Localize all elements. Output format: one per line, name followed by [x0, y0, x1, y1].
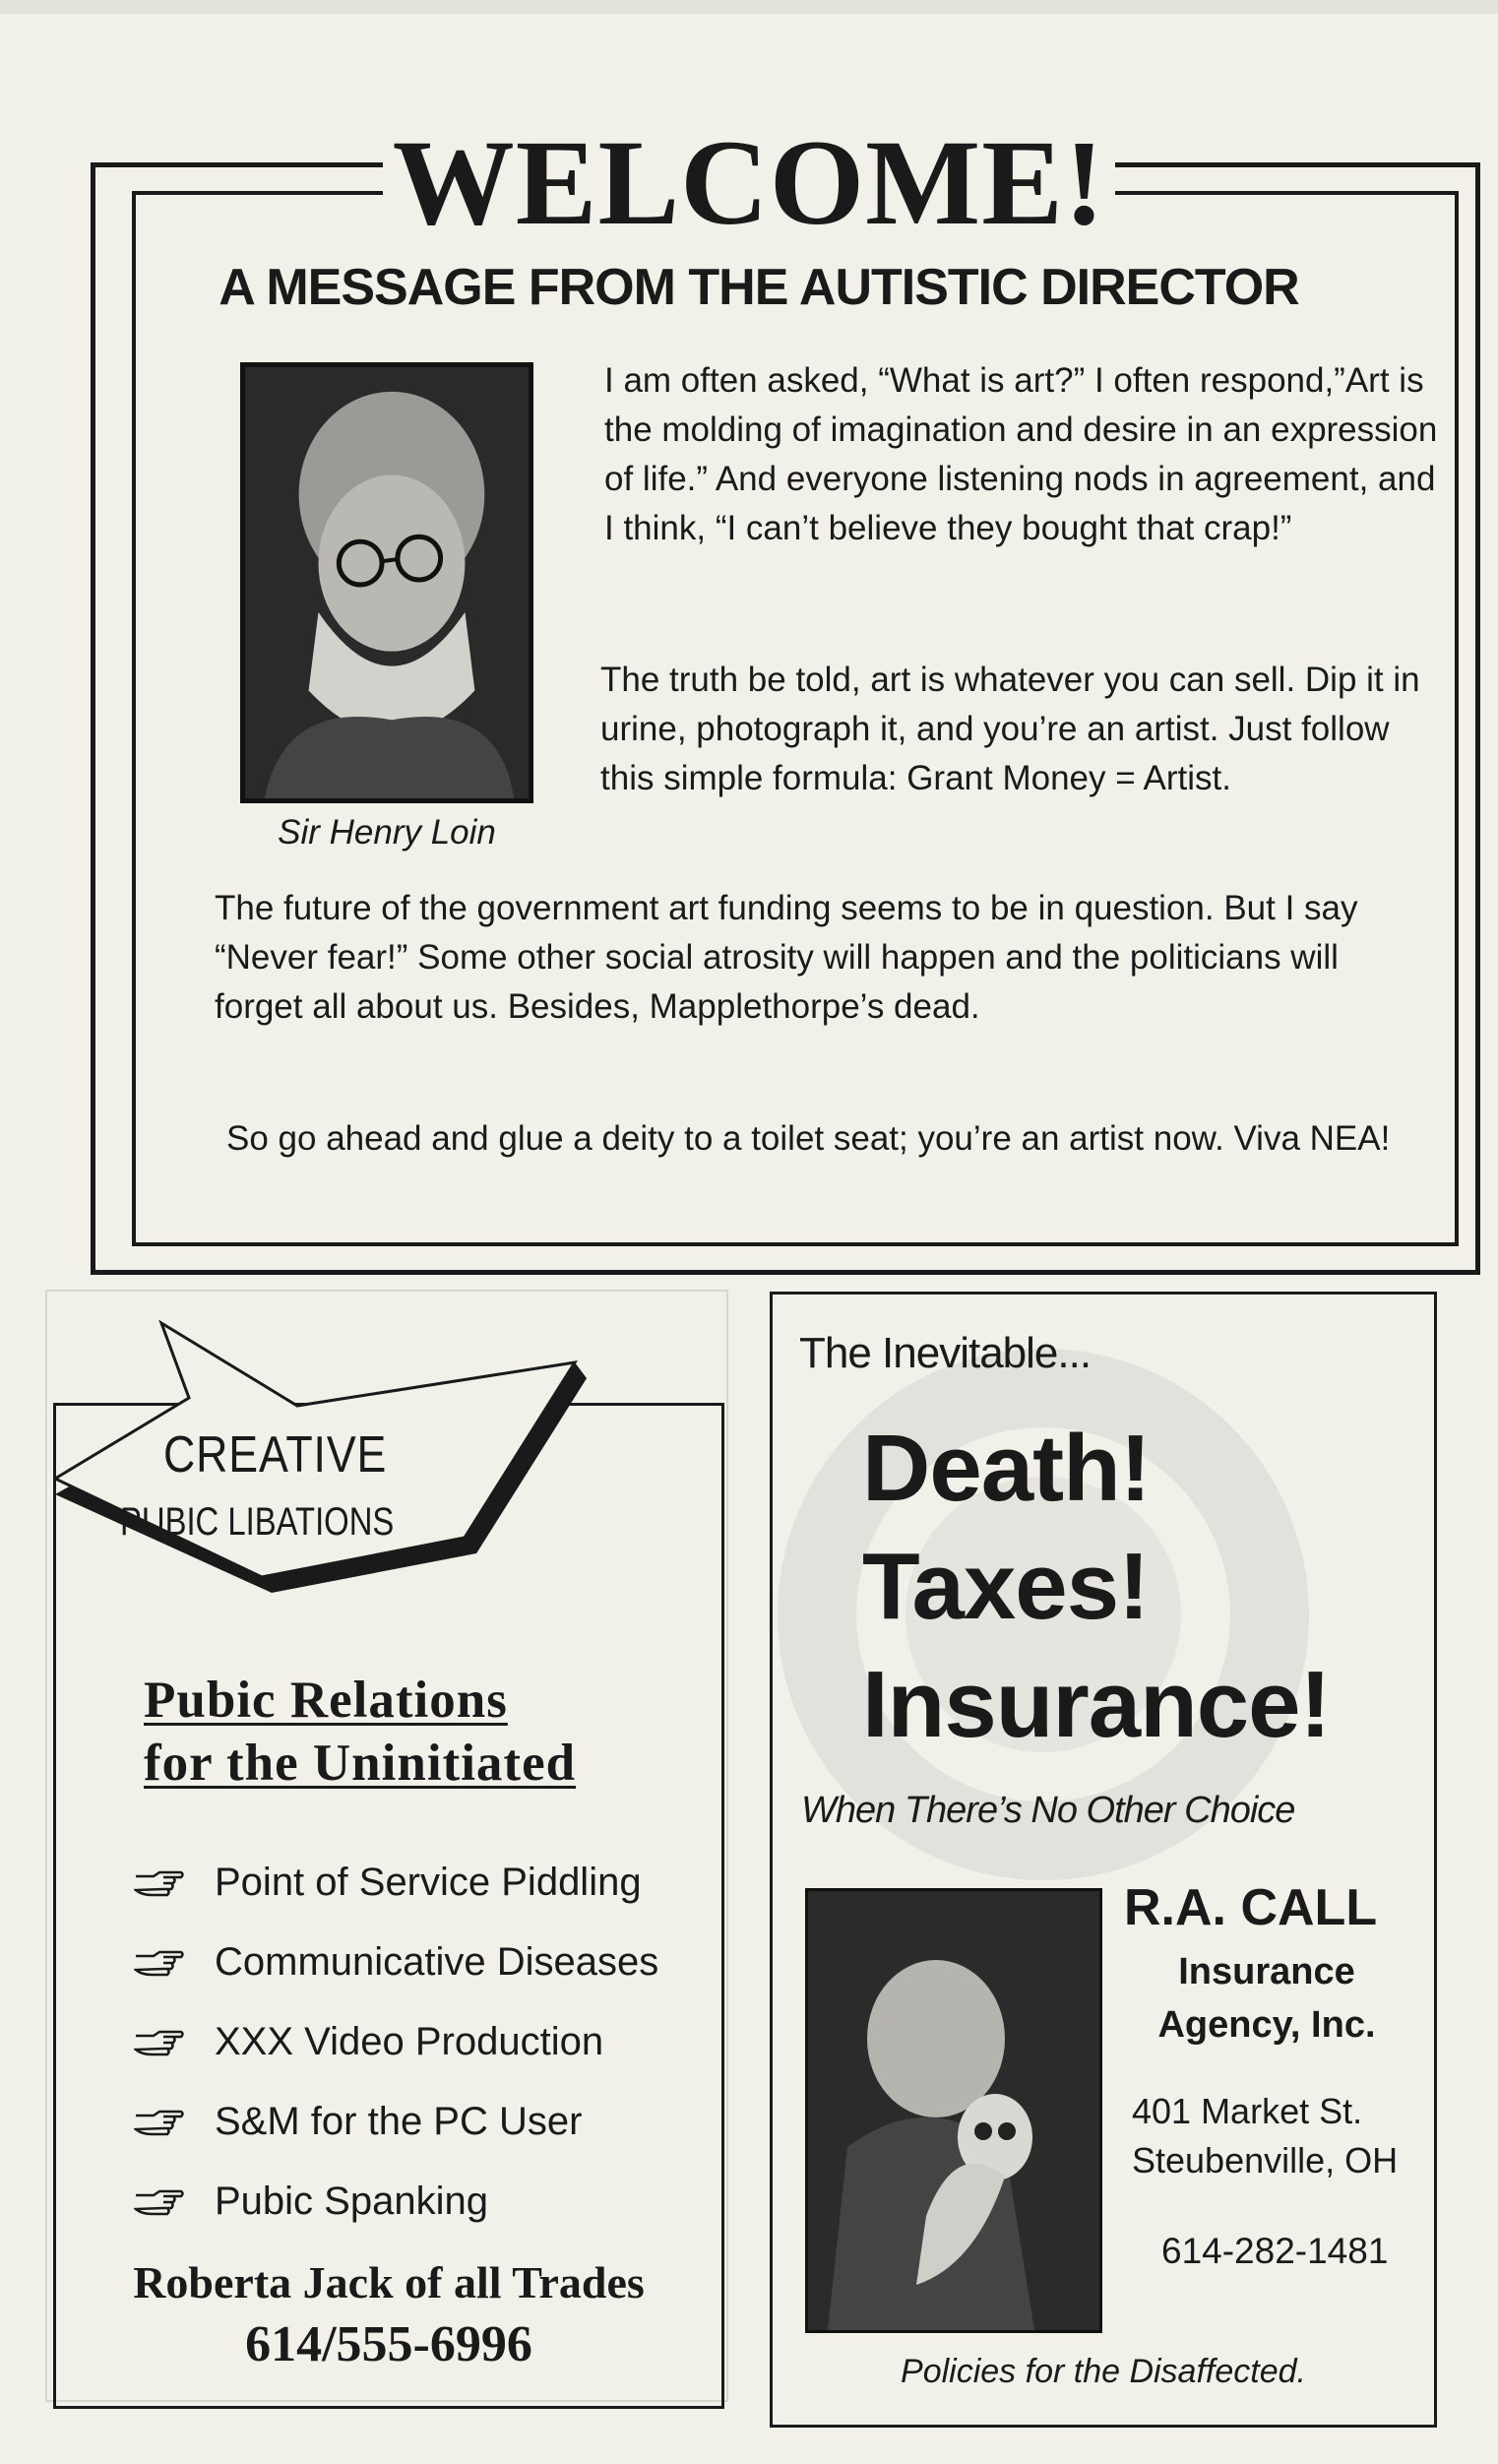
right-ad-slogan: Policies for the Disaffected.: [901, 2353, 1306, 2390]
pointing-hand-icon: [134, 1948, 185, 1978]
services-list: [134, 1843, 658, 2242]
right-ad-tagline: When There’s No Other Choice: [801, 1790, 1295, 1831]
service-label: Point of Service Piddling: [215, 1861, 642, 1904]
list-item: [134, 1923, 658, 2002]
right-ad-intro: The Inevitable...: [799, 1329, 1092, 1377]
welcome-paragraph-1: I am often asked, “What is art?” I often respond,”Art is the molding of imagination and desire in an expression of life.” And everyone listening nods in agreement, and I think, “I can’t believe they bought that crap!”: [604, 361, 1438, 547]
list-item: [134, 2162, 658, 2242]
company-line-insurance: Insurance: [1178, 1951, 1355, 1992]
company-subtitle: [1124, 1945, 1409, 2052]
agent-photo: [805, 1888, 1102, 2333]
left-ad-heading-line-2: for the Uninitiated: [144, 1735, 577, 1792]
left-ad-phone: 614/555-6996: [245, 2316, 532, 2372]
left-ad-signature: Roberta Jack of all Trades: [133, 2257, 645, 2307]
pointing-hand-icon: [134, 2108, 185, 2137]
service-label: Pubic Spanking: [215, 2180, 488, 2223]
left-ad-heading: [144, 1669, 576, 1795]
service-label: S&M for the PC User: [215, 2100, 583, 2143]
service-label: Communicative Diseases: [215, 1940, 659, 1984]
list-item: [134, 2082, 658, 2162]
pointing-hand-icon: [134, 1868, 185, 1898]
list-item: [134, 2002, 658, 2082]
address-line-2: Steubenville, OH: [1132, 2140, 1399, 2180]
company-name: R.A. CALL: [1124, 1879, 1378, 1936]
director-photo: [240, 362, 533, 803]
page-top-edge: [0, 0, 1498, 14]
welcome-title: WELCOME!: [0, 122, 1498, 244]
pointing-hand-icon: [134, 2028, 185, 2057]
headline-taxes: Taxes!: [862, 1534, 1150, 1639]
company-line-agency: Agency, Inc.: [1157, 2004, 1376, 2046]
address-line-1: 401 Market St.: [1132, 2091, 1363, 2131]
list-item: [134, 1843, 658, 1923]
company-phone: 614-282-1481: [1161, 2231, 1389, 2271]
company-address: [1132, 2087, 1398, 2185]
logo-line-libations: PUBIC LIBATIONS: [120, 1500, 395, 1544]
left-ad-heading-line-1: Pubic Relations: [144, 1672, 508, 1729]
welcome-paragraph-4: So go ahead and glue a deity to a toilet seat; you’re an artist now. Viva NEA!: [226, 1119, 1391, 1158]
director-caption: Sir Henry Loin: [278, 813, 496, 852]
right-ad-headlines: [862, 1410, 1330, 1764]
pointing-hand-icon: [134, 2187, 185, 2217]
welcome-paragraph-3: The future of the government art funding seems to be in question. But I say “Never fear!” Some other social atrosity will happen and the politicians will forget all about us. Besides, Mapplethorpe’s dead.: [215, 889, 1358, 1026]
welcome-paragraph-2: The truth be told, art is whatever you can sell. Dip it in urine, photograph it, and you’re an artist. Just follow this simple formula: Grant Money = Artist.: [600, 661, 1420, 797]
headline-insurance: Insurance!: [862, 1652, 1331, 1757]
welcome-subtitle: A MESSAGE FROM THE AUTISTIC DIRECTOR: [218, 259, 1299, 316]
logo-line-creative: CREATIVE: [163, 1426, 388, 1484]
headline-death: Death!: [862, 1416, 1151, 1521]
service-label: XXX Video Production: [215, 2020, 604, 2063]
